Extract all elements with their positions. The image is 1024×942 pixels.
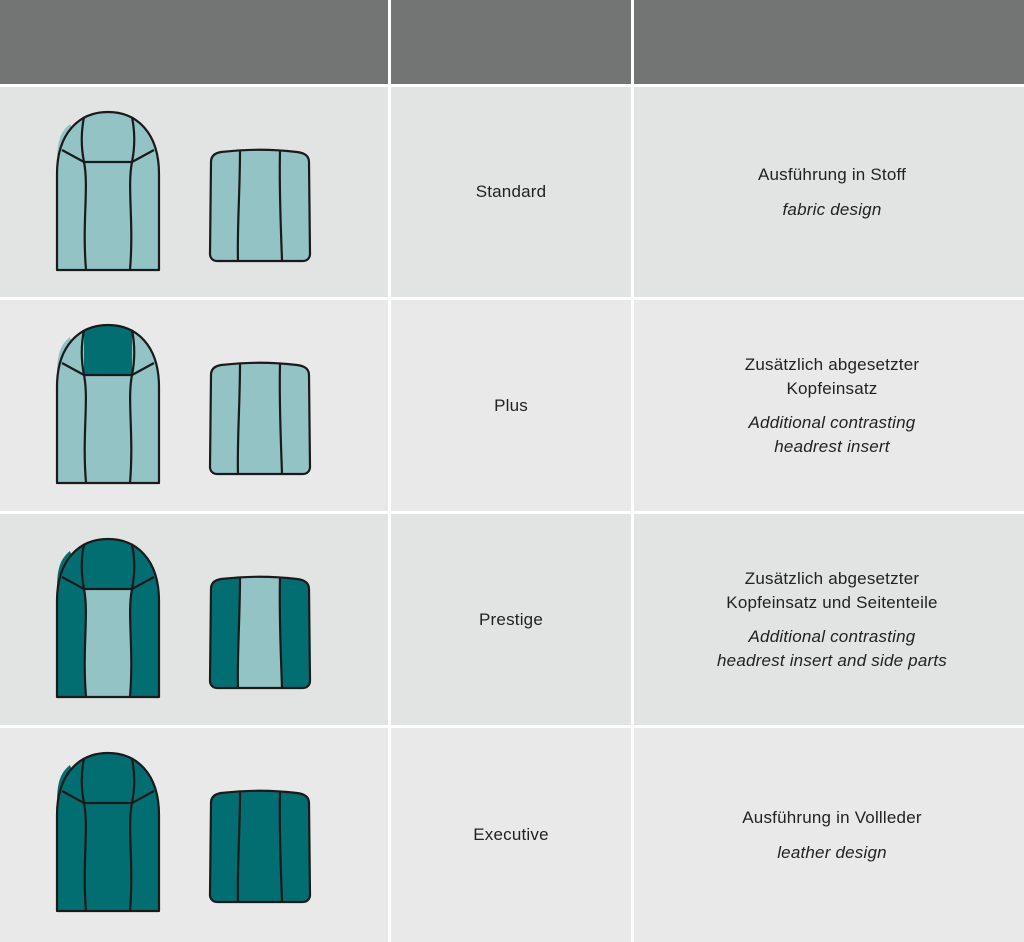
header-cell-illustration [0, 0, 388, 84]
description-german: Zusätzlich abgesetzter Kopfeinsatz [744, 355, 920, 398]
variant-name: Executive [473, 825, 549, 844]
seat-illustration-standard [0, 87, 388, 297]
seat-prestige-icon [0, 514, 388, 725]
description-german: Ausführung in Stoff [757, 165, 907, 184]
seat-illustration-prestige [0, 514, 388, 725]
variant-description-cell [634, 87, 1024, 297]
seat-illustration-plus [0, 300, 388, 511]
variant-description-cell [634, 300, 1024, 511]
variant-name-cell [391, 728, 631, 942]
variant-name-cell [391, 87, 631, 297]
variant-name: Standard [475, 182, 547, 201]
variant-description-cell [634, 514, 1024, 725]
variant-name: Plus [494, 395, 528, 415]
variant-name: Prestige [479, 609, 543, 629]
description-english: Additional contrasting headrest insert [748, 413, 916, 456]
seat-executive-icon [0, 728, 388, 942]
variant-name-cell [391, 300, 631, 511]
variant-name-cell [391, 514, 631, 725]
variant-description-cell [634, 728, 1024, 942]
seat-plus-icon [0, 300, 388, 511]
description-english: leather design [777, 842, 887, 862]
header-cell-description [634, 0, 1024, 84]
seat-standard-icon [0, 87, 388, 297]
description-german: Ausführung in Vollleder [742, 808, 922, 827]
description-english: fabric design [782, 199, 882, 219]
description-english: Additional contrasting headrest insert and side parts [717, 627, 947, 670]
description-german: Zusätzlich abgesetzter Kopfeinsatz und Seitenteile [726, 569, 938, 612]
seat-illustration-executive [0, 728, 388, 942]
header-cell-variant [391, 0, 631, 84]
